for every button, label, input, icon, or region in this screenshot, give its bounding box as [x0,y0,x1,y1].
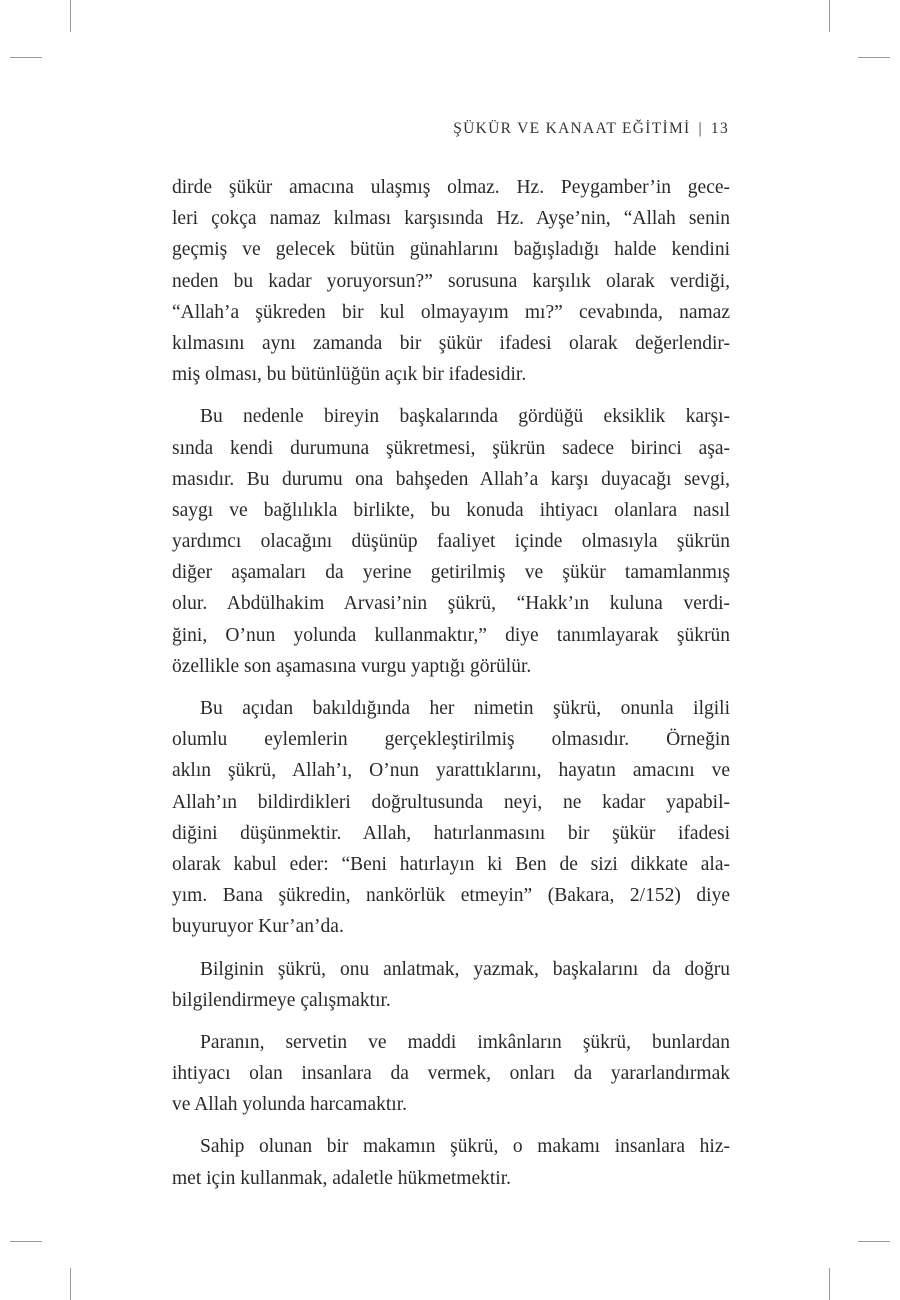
text-line: neden bu kadar yoruyorsun?” sorusuna karşılık olarak verdiği, [172,270,730,292]
body-text [172,172,730,1205]
text-line: yardımcı olacağını düşünüp faaliyet içinde olmasıyla şükrün [172,531,730,553]
text-line: yım. Bana şükredin, nankörlük etmeyin” (Bakara, 2/152) diye [172,885,730,907]
header-separator: | [698,120,703,137]
crop-mark-top-left [70,0,71,32]
running-head [453,120,729,138]
text-line: ihtiyacı olan insanlara da vermek, onları da yararlandırmak [172,1063,730,1085]
text-line: sında kendi durumuna şükretmesi, şükrün sadece birinci aşa- [172,437,730,459]
text-line: Bilginin şükrü, onu anlatmak, yazmak, başkalarını da doğru [200,958,730,980]
crop-mark-bottom-right-horizontal [858,1241,890,1242]
text-line: bilgilendirmeye çalışmaktır. [172,989,391,1011]
crop-mark-bottom-left [70,1268,71,1300]
text-line: leri çokça namaz kılması karşısında Hz. Ayşe’nin, “Allah senin [172,208,730,230]
text-line: özellikle son aşamasına vurgu yaptığı görülür. [172,655,532,677]
text-line: diğer aşamaları da yerine getirilmiş ve şükür tamamlanmış [172,562,730,584]
text-line: dirde şükür amacına ulaşmış olmaz. Hz. Peygamber’in gece- [172,177,730,198]
page-number: 13 [710,120,729,137]
text-line: ve Allah yolunda harcamaktır. [172,1094,408,1116]
paragraph [172,693,730,943]
text-line: Allah’ın bildirdikleri doğrultusunda neyi, ne kadar yapabil- [172,791,730,813]
text-line: “Allah’a şükreden bir kul olmayayım mı?” cevabında, namaz [172,301,730,323]
text-line: buyuruyor Kur’an’da. [172,916,344,938]
text-line: met için kullanmak, adaletle hükmetmektir. [172,1167,511,1189]
crop-mark-top-right [829,0,830,32]
crop-mark-bottom-right [829,1268,830,1300]
paragraph [172,954,730,1016]
text-line: diğini düşünmektir. Allah, hatırlanmasını bir şükür ifadesi [172,822,730,844]
text-line: Paranın, servetin ve maddi imkânların şükrü, bunlardan [200,1031,730,1053]
text-line: olur. Abdülhakim Arvasi’nin şükrü, “Hakk’ın kuluna verdi- [172,593,730,615]
text-line: Bu açıdan bakıldığında her nimetin şükrü, onunla ilgili [200,698,730,719]
paragraph [172,401,730,682]
paragraph [172,1131,730,1193]
text-line: geçmiş ve gelecek bütün günahlarını bağışladığı halde kendini [172,239,730,261]
running-title: ŞÜKÜR VE KANAAT EĞİTİMİ [453,120,691,137]
text-line: olarak kabul eder: “Beni hatırlayın ki Ben de sizi dikkate ala- [172,853,730,875]
text-line: olumlu eylemlerin gerçekleştirilmiş olmasıdır. Örneğin [172,729,730,751]
text-line: Sahip olunan bir makamın şükrü, o makamı insanlara hiz- [200,1136,730,1158]
paragraph [172,1027,730,1121]
paragraph [172,172,730,390]
crop-mark-bottom-left-horizontal [10,1241,42,1242]
text-line: miş olması, bu bütünlüğün açık bir ifadesidir. [172,364,527,386]
text-line: Bu nedenle bireyin başkalarında gördüğü eksiklik karşı- [200,406,730,428]
text-line: saygı ve bağlılıkla birlikte, bu konuda ihtiyacı olanlara nasıl [172,499,730,521]
text-line: aklın şükrü, Allah’ı, O’nun yarattıklarını, hayatın amacını ve [172,760,730,782]
text-line: masıdır. Bu durumu ona bahşeden Allah’a karşı duyacağı sevgi, [172,468,730,490]
text-line: kılmasını aynı zamanda bir şükür ifadesi olarak değerlendir- [172,332,730,354]
crop-mark-top-right-horizontal [858,57,890,58]
text-line: ğini, O’nun yolunda kullanmaktır,” diye tanımlayarak şükrün [172,624,730,646]
crop-mark-top-left-horizontal [10,57,42,58]
